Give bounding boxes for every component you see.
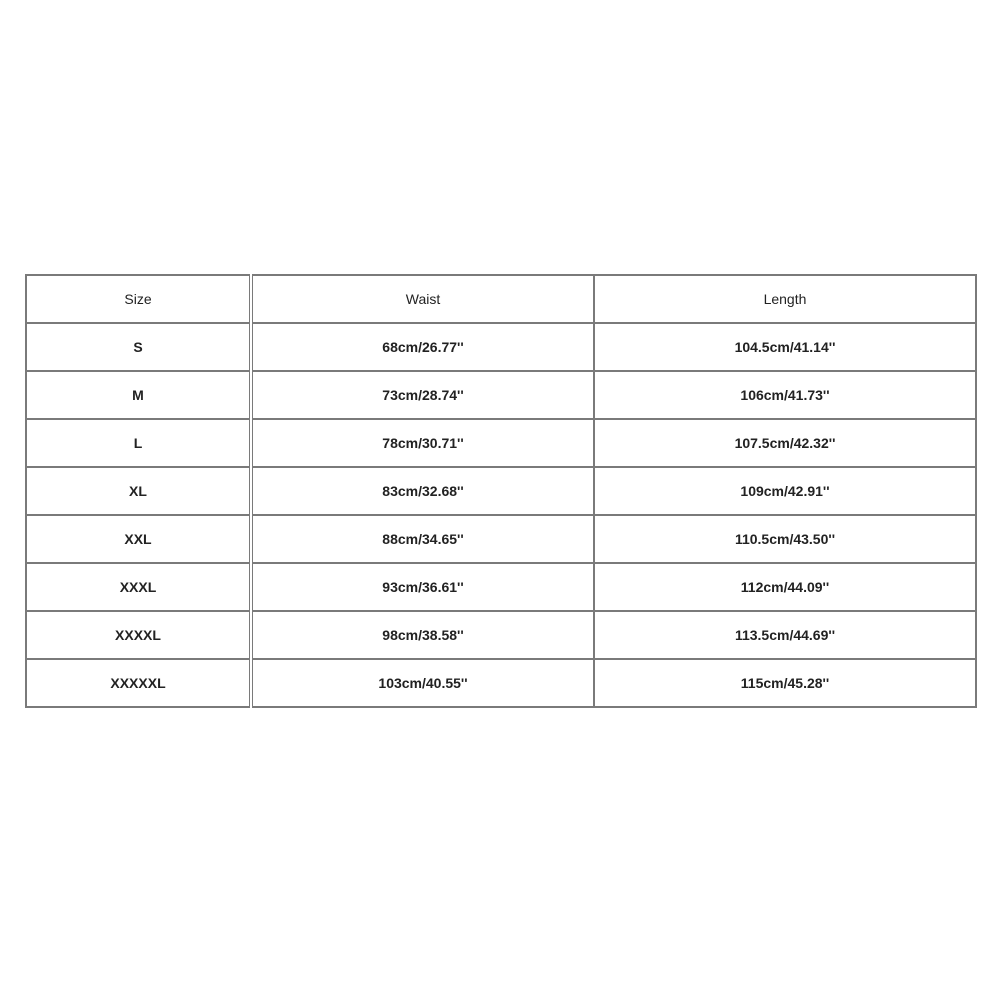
table-header <box>26 275 976 323</box>
header-row <box>26 275 976 323</box>
table-body <box>26 323 976 707</box>
cell-size: L <box>26 419 251 467</box>
size-chart-table <box>25 274 977 708</box>
cell-length: 106cm/41.73'' <box>594 371 976 419</box>
cell-length: 107.5cm/42.32'' <box>594 419 976 467</box>
table-row <box>26 467 976 515</box>
table-row <box>26 419 976 467</box>
cell-size: XXXXXL <box>26 659 251 707</box>
table-row <box>26 515 976 563</box>
cell-length: 115cm/45.28'' <box>594 659 976 707</box>
header-size: Size <box>26 275 251 323</box>
cell-waist: 83cm/32.68'' <box>251 467 594 515</box>
cell-waist: 88cm/34.65'' <box>251 515 594 563</box>
cell-waist: 73cm/28.74'' <box>251 371 594 419</box>
cell-size: M <box>26 371 251 419</box>
table-row <box>26 563 976 611</box>
cell-length: 104.5cm/41.14'' <box>594 323 976 371</box>
cell-length: 113.5cm/44.69'' <box>594 611 976 659</box>
cell-waist: 93cm/36.61'' <box>251 563 594 611</box>
cell-waist: 98cm/38.58'' <box>251 611 594 659</box>
header-length: Length <box>594 275 976 323</box>
header-waist: Waist <box>251 275 594 323</box>
cell-length: 112cm/44.09'' <box>594 563 976 611</box>
cell-waist: 103cm/40.55'' <box>251 659 594 707</box>
cell-length: 110.5cm/43.50'' <box>594 515 976 563</box>
cell-size: XXXL <box>26 563 251 611</box>
cell-length: 109cm/42.91'' <box>594 467 976 515</box>
table-row <box>26 323 976 371</box>
table-row <box>26 659 976 707</box>
cell-size: XXXXL <box>26 611 251 659</box>
table-row <box>26 371 976 419</box>
cell-waist: 68cm/26.77'' <box>251 323 594 371</box>
cell-size: XL <box>26 467 251 515</box>
table-row <box>26 611 976 659</box>
cell-waist: 78cm/30.71'' <box>251 419 594 467</box>
cell-size: XXL <box>26 515 251 563</box>
cell-size: S <box>26 323 251 371</box>
